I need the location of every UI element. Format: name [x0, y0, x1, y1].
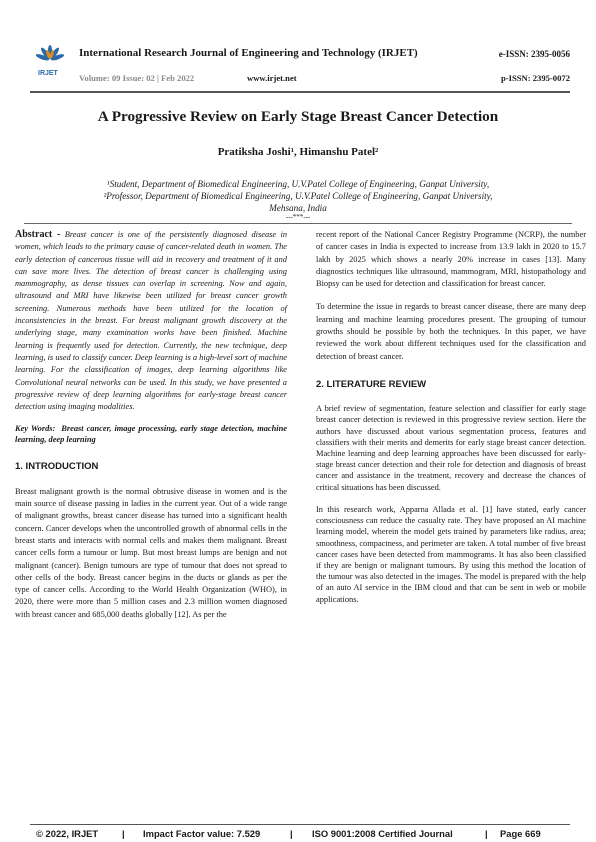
footer-copyright: © 2022, IRJET: [36, 828, 99, 839]
paper-authors: Pratiksha Joshi¹, Himanshu Patel²: [217, 146, 379, 158]
paragraph: A brief review of segmentation, feature selection and classifier for early stage breast cancer detection is reviewed in this progressive review section. Here the authors have discussed about various segmentation process, features and classifiers with their merits and demerits for early stage breast cancer detection. Machine learning and deep learning approaches have been discussed for early-stage breast cancer detection and their role for detection and diagnosis of breast cancer and assistance in the treatment, recovery and decrease the chances of critical situations has been discussed.: [316, 404, 586, 492]
left-column: [15, 229, 287, 621]
paragraph: recent report of the National Cancer Registry Programme (NCRP), the number of cancer cases in India is expected to increase from 13.9 lakh in 2020 to 15.7 lakh by 2025 which shows a nearly 20% increase in cases [13]. Many diagnostics techniques like ultrasound, mammogram, MRI, histopathology and Biopsy can be used for detection and classification for breast cancer.: [316, 230, 586, 289]
journal-header: [30, 40, 570, 88]
p-issn: p-ISSN: 2395-0072: [501, 73, 570, 83]
footer-iso: ISO 9001:2008 Certified Journal: [312, 828, 453, 839]
abstract: [15, 229, 287, 413]
footer-separator: |: [290, 828, 293, 839]
journal-name: International Research Journal of Engineering and Technology (IRJET): [79, 47, 418, 59]
section-separator: ---***---: [285, 213, 311, 221]
e-issn: e-ISSN: 2395-0056: [498, 49, 570, 59]
journal-website: www.irjet.net: [247, 73, 297, 83]
keywords-label: Key Words:: [15, 424, 56, 434]
footer-divider: [30, 824, 570, 825]
footer-impact-factor: Impact Factor value: 7.529: [143, 828, 261, 839]
footer-separator: |: [122, 828, 125, 839]
abstract-label: Abstract -: [15, 229, 61, 240]
introduction-text: Breast malignant growth is the normal obtrusive disease in women and is the main source of disease passing in ladies in the current year. Out of a wide range of malignant growths, breast cancer disease has turned into a significant health concern. Cancer develops when the uncontrolled growth of abnormal cells in the breast starts and interacts with normal cells and makes them malignant. Breast cancer cells form a tumour or lump. But most breast lumps are benign and not malignant (cancer). Benign tumours are type of tumour that does not spread to other cells of the body. Breast cancer begins in the ducts or glands as per the type of cancer cells. According to the World Health Organization (WHO), in 2020, there were more than 5 million cases and 2.3 million women diagnosed with breast cancer and 685,000 deaths globally [12]. As per the: [15, 486, 287, 619]
abstract-divider: [24, 223, 572, 224]
header-divider: [30, 91, 570, 93]
keywords: [15, 423, 287, 445]
paper-title: A Progressive Review on Early Stage Breast Cancer Detection: [97, 108, 499, 125]
volume-issue: Volume: 09 Issue: 02 | Feb 2022: [79, 73, 195, 83]
section-heading-literature-review: 2. LITERATURE REVIEW: [316, 378, 427, 390]
affiliation-line: ²Professor, Department of Biomedical Engineering, U.V.Patel College of Engineering, Ganpat University,: [103, 191, 493, 202]
section-heading-introduction: 1. INTRODUCTION: [15, 461, 99, 473]
right-column: [316, 229, 586, 605]
keywords-text: Breast cancer, image processing, early stage detection, machine learning, deep learning: [15, 424, 287, 445]
affiliation-line: ¹Student, Department of Biomedical Engineering, U.V.Patel College of Engineering, Ganpat University,: [106, 179, 490, 189]
footer-page-number: Page 669: [500, 828, 541, 839]
paragraph: In this research work, Apparna Allada et al. [1] have stated, early cancer consciousness can reduce the casualty rate. They have proposed an AI machine learning model, wherein the model gets trained by parameters like radius, area; smoothness, compactness, and perimeter are taken. A total number of five breast cancer cases have been detected from mammograms. It has also been classified if they are benign or malignant tumours. By using this method the location of the tumour was also detected in the images. The model is prepared with the help of an auto AI service in the IBM cloud and that can be sent in web or mobile applications.: [316, 504, 586, 604]
abstract-text: Breast cancer is one of the persistently diagnosed disease in women, which leads to the primary cause of cancer-related death in women. The early detection of cancerous tissue will aid in recovery and treatment of it and can save more lives. The detection of breast cancer is challenging using mammography, as dense tissues can overlap in screening. Now and again, ultrasound and MRI have likewise been utilized for breast cancer growth screening. Numerous methods have been utilized for the location of inconsistencies in the breast. For breast malignant growth discovery at the underlying stage, many examination works have been finished. Machine learning is frequently used for detection. Currently, the new technique, deep learning, is used to classify cancer. Deep learning is a high-level sort of machine learning. For the classification of images, deep learning algorithms like Convolutional neural networks can be used. In this study, we have presented a progressive review of deep learning algorithms for early-stage breast cancer detection using imaging modalities.: [15, 230, 288, 412]
logo-text: IRJET: [38, 70, 58, 77]
affiliation-line: Mehsana, India: [269, 203, 327, 214]
author-affiliations: [60, 178, 536, 215]
paragraph: To determine the issue in regards to breast cancer disease, there are many deep learning and machine learning procedures present. The grouping of tumour growths should be possible by both the techniques. In this paper, we have reviewed the work about different techniques used for the classification and detection of breast cancer.: [316, 302, 586, 361]
footer-separator: |: [485, 828, 488, 839]
